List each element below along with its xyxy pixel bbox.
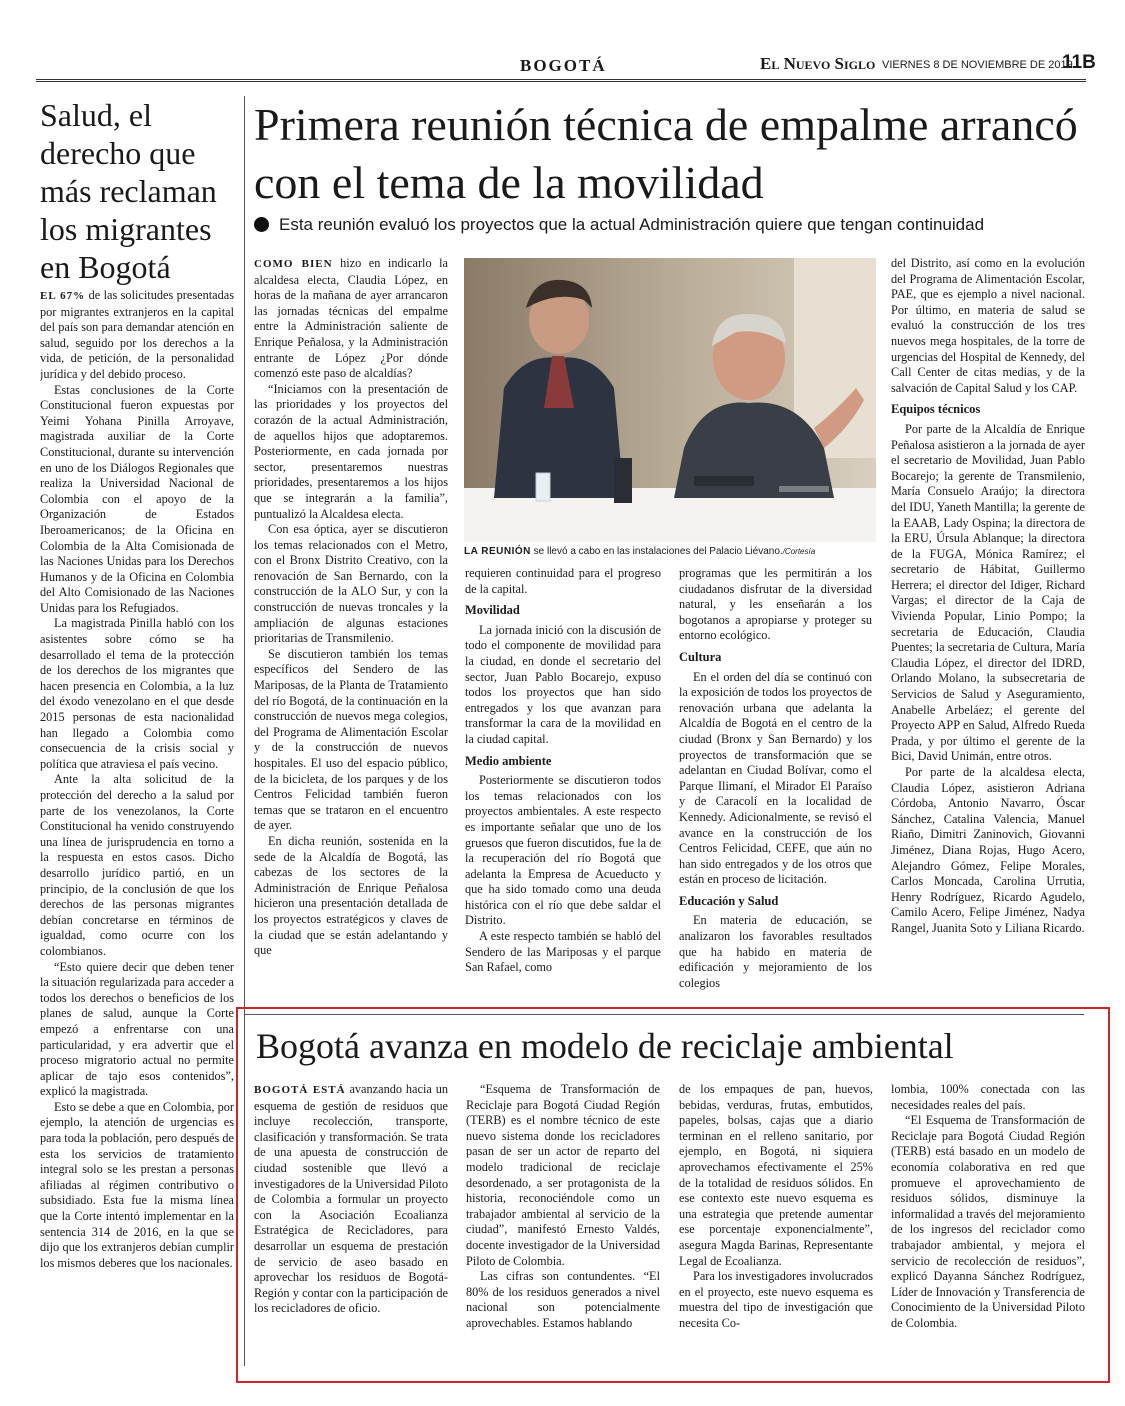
recycling-col1: BOGOTÁ ESTÁ avanzando hacia un esquema de gestión de residuos que incluye recolección, transporte, clasificación y transformación. Se trata de una apuesta de construcción de ciudad sostenible que llevó a investigadores de la Universidad Piloto de Colombia a formular un proyecto con la Asociación Ecoalianza Estratégica de Recicladores, para desarrollar un esquema de prestación de servicio de aseo basado en aprovechar los residuos de Bogotá-Región y contar con la participación de los recicladores de oficio. — [254, 1082, 448, 1316]
main-article-col1: COMO BIEN hizo en indicarlo la alcaldesa electa, Claudia López, en horas de la mañana de ayer arrancaron las jornadas técnicas del empalme entre la Administración saliente de Enrique Peñalosa, y la Administración entrante de López ¿Por dónde comenzó este paso de alcaldías? “Iniciamos con la presentación de las prioridades y los proyectos del corazón de la actual Administración, de aquellos hijos que adoptaremos. Posteriormente, en cada jornada por sector, presentaremos nuestras prioridades, presentaremos a los hijos que se integrarán a la familia”, puntualizó la Alcaldesa electa. Con esa óptica, ayer se discutieron los temas relacionados con el Metro, con el Bronx Distrito Creativo, con la renovación de San Bernardo, con la construcción de la ALO Sur, y con la construcción de nuevas troncales y la ampliación de algunas estaciones prioritarias de Transmilenio. Se discutieron también los temas específicos del Sendero de las Mariposas, de la Planta de Tratamiento del río Bogotá, de la continuación en la construcción de nuevos mega colegios, del Programa de Alimentación Escolar y de la construcción de nuevos hospitales. El uso del espacio público, de la bicicleta, de los parques y de los Centros Felicidad también fueron temas que se trataron en el encuentro de ayer. En dicha reunión, sostenida en la sede de la Alcaldía de Bogotá, las cabezas de los sectores de la Administración de Enrique Peñalosa hicieron una presentación detallada de los proyectos estratégicos y claves de la ciudad que se están adelantando y que — [254, 256, 448, 958]
subhead-equipos-tecnicos: Equipos técnicos — [891, 402, 981, 417]
issue-date: VIERNES 8 DE NOVIEMBRE DE 2019 — [882, 59, 1073, 71]
main-article-headline: Primera reunión técnica de empalme arrancó con el tema de la movilidad — [254, 99, 1078, 208]
publication-name: El Nuevo Siglo — [760, 54, 876, 73]
main-article-subheadline: Esta reunión evaluó los proyectos que la actual Administración quiere que tengan continuidad — [254, 215, 1094, 235]
recycling-article-headline: Bogotá avanza en modelo de reciclaje ambiental — [256, 1026, 954, 1066]
side-article-headline: Salud, el derecho que más reclaman los migrantes en Bogotá — [40, 97, 217, 285]
main-article-col2: requieren continuidad para el progreso de la capital. Movilidad La jornada inició con la discusión de todo el componente de movilidad para la ciudad, en donde el secretario del sector, Juan Pablo Bocarejo, expuso todos los proyectos que han sido entregados y los que avanzan para transformar la cara de la movilidad en la ciudad capital. Medio ambiente Posteriormente se discutieron todos los temas relacionados con los proyectos ambientales. A este respecto es importante señalar que uno de los gruesos que fueron discutidos, fue la de la recuperación del río Bogotá que adelanta la Empresa de Acueducto y que ha sido tomado como una deuda histórica con el río que debe saldar el Distrito. A este respecto también se habló del Sendero de las Mariposas y el parque San Rafael, como — [465, 566, 661, 975]
recycling-col4: lombia, 100% conectada con las necesidades reales del país. “El Esquema de Transformación de Reciclaje para Bogotá Ciudad Región (TERB) está basado en un modelo de economía colaborativa en red que promueve el aprovechamiento de residuos sólidos, disminuye la informalidad a través del mejoramiento de los ingresos del reciclador como trabajador ambiental, y mejora el servicio de recolección de residuos”, explicó Dayanna Sánchez Rodríguez, Líder de Innovación y Transferencia de Conocimiento de la Universidad Piloto de Colombia. — [891, 1082, 1085, 1330]
recycling-col3: de los empaques de pan, huevos, bebidas, verduras, frutas, embutidos, papeles, bolsas, cajas que a diario terminan en el relleno sanitario, por ejemplo, en Bogotá, ni siquiera aprovechamos efectivamente el 25% de la totalidad de residuos sólidos. En ese contexto este nuevo esquema es una estrategia que pretende aumentar ese porcentaje exponencialmente”, asegura Magda Barinas, Representante Legal de Ecoalianza. Para los investigadores involucrados en el proyecto, este nuevo esquema es muestra del tipo de investigación que necesita Co- — [679, 1082, 873, 1330]
main-article-col3: programas que les permitirán a los ciudadanos disfrutar de la diversidad natural, y les enseñarán a los bogotanos a apropiarse y proteger su entorno ecológico. Cultura En el orden del día se continuó con la exposición de todos los proyectos de renovación urbana que adelanta la Alcaldía de Bogotá en el centro de la ciudad (Bronx y San Bernardo) y los proyectos de transformación que se adelantan en Ciudad Bolívar, como el Parque Ilimaní, el Mirador El Paraíso y de Caracolí en la localidad de Kennedy. Adicionalmente, se revisó el avance en la construcción de los Centros Felicidad, CEFE, que aún no han sido entregados y de los otros que están en proceso de licitación. Educación y Salud En materia de educación, se analizaron los favorables resultados que ha habido en materia de edificación y mejoramiento de los colegios — [679, 566, 872, 990]
side-article-body: EL 67% de las solicitudes presentadas por migrantes extranjeros en la capital del país son para demandar atención en salud, seguido por los derechos a la vida, de petición, de la personalidad jurídica y del debido proceso. Estas conclusiones de la Corte Constitucional fueron expuestas por Yeimi Yohana Pinilla Arroyave, magistrada auxiliar de la Corte Constitucional, durante su intervención en uno de los Diálogos Regionales que realiza la Universidad Nacional de Colombia con el apoyo de la Organización de Estados Iberoamericanos; de la Oficina en Colombia de la Alta Comisionada de las Naciones Unidas para los Derechos Humanos y de la Oficina en Colombia del Alto Comisionado de las Naciones Unidas para los Refugiados. La magistrada Pinilla habló con los asistentes sobre cómo se ha desarrollado el tema de la protección de los derechos de los migrantes que hacen presencia en Colombia, a la luz del éxodo venezolano en el que desde 2015 personas de esta nacionalidad han llegado a Colombia como consecuencia de la crisis social y política que atraviesa el país vecino. Ante la alta solicitud de la protección del derecho a la salud por parte de los venezolanos, la Corte Constitucional ha venido construyendo una línea de jurisprudencia en torno a la respuesta en estos casos. Dicho desarrollo jurídico partió, en un principio, de la conclusión de que los derechos de las personas migrantes debían concretarse en términos de igualdad, como ocurre con los colombianos. “Esto quiere decir que deben tener la situación regularizada para acceder a todos los derechos o beneficios de los planes de salud, aunque la Corte empezó a enfrentarse con una particularidad, y era advertir que el proceso migratorio actual no permite aplicar de tajo esos contenidos”, explicó la magistrada. Esto se debe a que en Colombia, por ejemplo, la atención de urgencias es para toda la población, pero después de esta los servicios de tratamiento integral solo se les prestan a personas afiliadas al régimen contributivo o subsidiado. Esta fue la misma línea que la Corte intentó implementar en la sentencia 314 de 2016, en la que se dijo que los extranjeros debían cumplir los mismos deberes que los nacionales. — [40, 288, 234, 1270]
section-name: BOGOTÁ — [520, 56, 607, 75]
header-rule — [36, 81, 1086, 82]
recycling-col2: “Esquema de Transformación de Reciclaje para Bogotá Ciudad Región (TERB) es el nombre técnico de este nuevo sistema donde los recicladores pasan de ser un actor de reparto del modelo tradicional de reciclaje desordenado, a ser protagonista de la historia, reconociéndole como un trabajador ambiental al servicio de la ciudad”, manifestó Ernesto Valdés, docente investigador de la Universidad Piloto de Colombia. Las cifras son contundentes. “El 80% de los residuos generados a nivel nacional son potencialmente aprovechables. Estamos hablando — [466, 1082, 660, 1330]
side-article-lead: EL 67% — [40, 290, 86, 302]
meeting-photo-illustration — [464, 258, 876, 542]
subhead-educacion-salud: Educación y Salud — [679, 893, 779, 908]
main-article-col4: del Distrito, así como en la evolución del Programa de Alimentación Escolar, PAE, que es ejemplo a nivel nacional. Por último, en materia de salud se evaluó la construcción de los tres nuevos mega hospitales, de la torre de urgencias del Hospital de Kennedy, del Call Center de citas medias, y de la salvación de Capital Salud y los CAP. Equipos técnicos Por parte de la Alcaldía de Enrique Peñalosa asistieron a la jornada de ayer el secretario de Movilidad, Juan Pablo Bocarejo; la gerente de Transmilenio, María Consuelo Araújo; la directora del IDU, Yaneth Mantilla; la gerente de la EAAB, Lady Ospina; la directora de la ERU, Úrsula Ablanque; la directora de la FUGA, Mónica Ramírez; el secretario de Hábitat, Guillermo Herrera; el director del Idiger, Richard Vargas; el director de la Caja de Vivienda Popular, Linio Pompo; la secretaria de Educación, Claudia Puentes; la secretaria de Cultura, María Claudia López, el director del IDRD, Orlando Molano, la subsecretaria de Servicios de Salud y Aseguramiento, Anabelle Arbeláez; el gerente del Proyecto APP en Salud, Alfredo Rueda Prada, y por último el gerente de la Bici, David Unimán, entre otros. Por parte de la alcaldesa electa, Claudia López, asistieron Adriana Córdoba, Antonio Navarro, Óscar Sánchez, Catalina Valencia, Manuel Riaño, Dimitri Zaninovich, Giovanni Jiménez, Diana Rojas, Hugo Acero, Alejandro Gómez, Felipe Morales, Carlos Moncada, Carolina Urrutia, Henry Rodríguez, Ricardo Agudelo, Camilo Acero, Felipe Jiménez, Nadya Rangel, Juanita Soto y Liliana Ricardo. — [891, 256, 1085, 935]
page-number: 11B — [1062, 52, 1096, 73]
subhead-medio-ambiente: Medio ambiente — [465, 753, 552, 768]
subhead-movilidad: Movilidad — [465, 603, 520, 618]
meeting-photo — [464, 258, 876, 542]
header-rule — [36, 79, 1086, 80]
subhead-cultura: Cultura — [679, 649, 722, 664]
bullet-icon — [254, 217, 269, 232]
photo-caption: LA REUNIÓN se llevó a cabo en las instalaciones del Palacio Liévano./Cortesía — [464, 546, 816, 557]
